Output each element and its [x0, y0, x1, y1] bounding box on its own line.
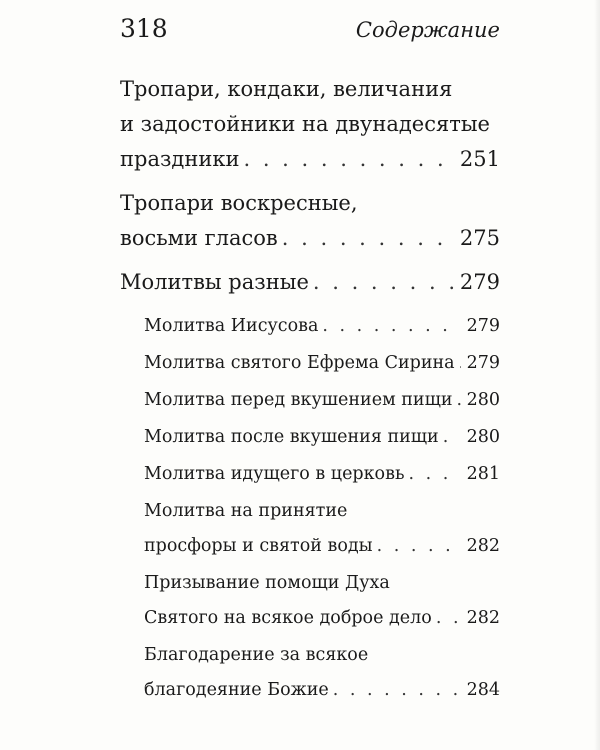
toc-subentry[interactable]	[120, 346, 500, 381]
dot-leader	[457, 383, 461, 418]
toc-entry-title-line: Благодарение за всякое	[144, 645, 369, 665]
toc-entry-title-line: и задостойники на двунадесятые	[120, 112, 490, 136]
toc-subentry[interactable]	[120, 309, 500, 344]
toc-entry-title-line: праздники	[120, 147, 240, 171]
toc-entry-title-line: Молитвы разные	[120, 270, 309, 294]
toc-entry-title-line: восьми гласов	[120, 226, 278, 250]
toc-page-number: 279	[466, 316, 500, 336]
dot-leader	[313, 265, 454, 300]
toc-page-number: 275	[459, 226, 500, 250]
toc-subentry[interactable]	[120, 383, 500, 418]
page-edge-shadow	[594, 0, 600, 750]
toc-subentry[interactable]	[120, 457, 500, 492]
toc-entry[interactable]	[120, 72, 500, 177]
page-number: 318	[120, 14, 168, 43]
toc-entry-title-line: Молитва святого Ефрема Сирина	[144, 353, 455, 373]
toc-entry-title-line: Тропари, кондаки, величания	[120, 77, 453, 101]
toc-entry-title-line: Молитва Иисусова	[144, 316, 319, 336]
toc-subentry[interactable]	[120, 566, 500, 636]
page-header	[120, 14, 500, 54]
dot-leader	[282, 221, 454, 256]
dot-leader	[459, 346, 461, 381]
toc-page-number: 251	[459, 147, 500, 171]
toc-entry-title-line: Призывание помощи Духа	[144, 573, 390, 593]
toc-page-number: 279	[459, 270, 500, 294]
toc-entry[interactable]	[120, 265, 500, 300]
toc-page-number: 280	[466, 390, 500, 410]
toc-entry-title-line: Святого на всякое доброе дело	[144, 608, 432, 628]
toc-entry-title-line: Молитва идущего в церковь	[144, 464, 405, 484]
toc-entry-title-line: благодеяние Божие	[144, 680, 329, 700]
table-of-contents	[120, 72, 500, 710]
toc-page-number: 282	[466, 608, 500, 628]
running-head: Содержание	[355, 18, 500, 42]
toc-page-number: 280	[466, 427, 500, 447]
dot-leader	[408, 457, 460, 492]
dot-leader	[377, 529, 461, 564]
toc-page-number: 282	[466, 536, 500, 556]
toc-page-number: 279	[466, 353, 500, 373]
dot-leader	[443, 420, 461, 455]
toc-subentry[interactable]	[120, 420, 500, 455]
toc-subentry[interactable]	[120, 638, 500, 708]
dot-leader	[333, 673, 461, 708]
dot-leader	[322, 309, 460, 344]
toc-entry-title-line: Молитва перед вкушением пищи	[144, 390, 453, 410]
toc-entry[interactable]	[120, 186, 500, 256]
dot-leader	[436, 601, 461, 636]
toc-subentry[interactable]	[120, 494, 500, 564]
toc-entry-title-line: Молитва после вкушения пищи	[144, 427, 439, 447]
toc-entry-title-line: просфоры и святой воды	[144, 536, 373, 556]
dot-leader	[243, 142, 453, 177]
toc-entry-title-line: Молитва на принятие	[144, 501, 348, 521]
toc-page-number: 284	[466, 680, 500, 700]
toc-entry-title-line: Тропари воскресные,	[120, 191, 358, 215]
toc-page-number: 281	[466, 464, 500, 484]
